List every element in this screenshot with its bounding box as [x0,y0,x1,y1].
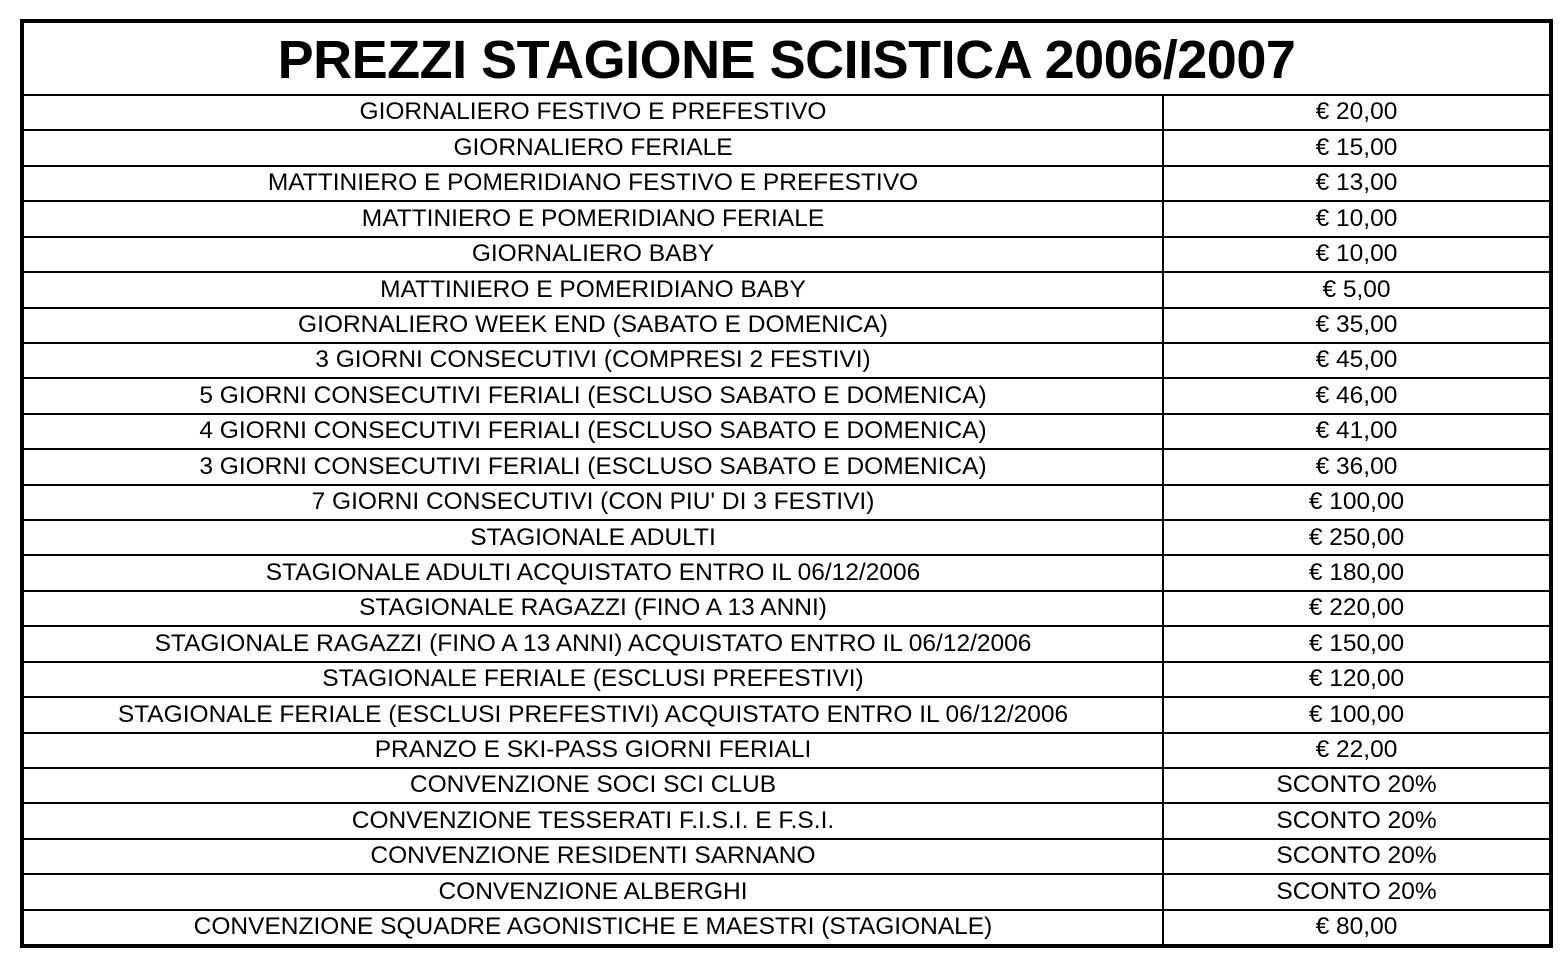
price-cell: € 41,00 [1315,417,1398,445]
table-row [24,663,1549,698]
description-cell: CONVENZIONE RESIDENTI SARNANO [24,840,1164,873]
price-cell: € 80,00 [1315,913,1398,941]
table-row [24,273,1549,308]
table-body [24,96,1549,944]
table-row [24,698,1549,733]
price-cell: € 10,00 [1315,240,1398,268]
description-cell: GIORNALIERO BABY [24,238,1164,271]
description-cell: STAGIONALE FERIALE (ESCLUSI PREFESTIVI) ACQUISTATO ENTRO IL 06/12/2006 [24,698,1164,731]
price-cell: € 45,00 [1315,346,1398,374]
table-row [24,486,1549,521]
table-row [24,769,1549,804]
description-cell: MATTINIERO E POMERIDIANO BABY [24,273,1164,306]
table-row [24,379,1549,414]
description-cell: CONVENZIONE SOCI SCI CLUB [24,769,1164,802]
price-cell: € 180,00 [1308,558,1405,586]
table-row [24,875,1549,910]
price-cell: SCONTO 20% [1276,771,1437,799]
price-cell: € 13,00 [1315,169,1398,197]
price-cell: € 20,00 [1315,98,1398,126]
table-row [24,309,1549,344]
price-cell: € 220,00 [1308,594,1405,622]
description-cell: CONVENZIONE ALBERGHI [24,875,1164,908]
table-row [24,238,1549,273]
description-cell: GIORNALIERO WEEK END (SABATO E DOMENICA) [24,309,1164,342]
price-cell: SCONTO 20% [1276,806,1437,834]
price-cell: € 5,00 [1322,275,1391,303]
table-row [24,96,1549,131]
table-row [24,592,1549,627]
table-row [24,415,1549,450]
description-cell: 3 GIORNI CONSECUTIVI FERIALI (ESCLUSO SABATO E DOMENICA) [24,450,1164,483]
price-cell: € 250,00 [1308,523,1405,551]
page-title: PREZZI STAGIONE SCIISTICA 2006/2007 [277,29,1296,90]
price-cell: € 150,00 [1308,629,1405,657]
table-row [24,840,1549,875]
description-cell: STAGIONALE ADULTI ACQUISTATO ENTRO IL 06/12/2006 [24,556,1164,589]
description-cell: MATTINIERO E POMERIDIANO FERIALE [24,202,1164,235]
table-row [24,344,1549,379]
table-row [24,450,1549,485]
price-cell: € 100,00 [1308,488,1405,516]
table-row [24,804,1549,839]
price-cell: € 10,00 [1315,204,1398,232]
description-cell: 5 GIORNI CONSECUTIVI FERIALI (ESCLUSO SABATO E DOMENICA) [24,379,1164,412]
description-cell: CONVENZIONE TESSERATI F.I.S.I. E F.S.I. [24,804,1164,837]
description-cell: STAGIONALE RAGAZZI (FINO A 13 ANNI) [24,592,1164,625]
table-row [24,131,1549,166]
description-cell: MATTINIERO E POMERIDIANO FESTIVO E PREFESTIVO [24,167,1164,200]
description-cell: STAGIONALE ADULTI [24,521,1164,554]
description-cell: 3 GIORNI CONSECUTIVI (COMPRESI 2 FESTIVI) [24,344,1164,377]
description-cell: 4 GIORNI CONSECUTIVI FERIALI (ESCLUSO SABATO E DOMENICA) [24,415,1164,448]
table-row [24,556,1549,591]
table-row [24,167,1549,202]
price-cell: € 46,00 [1315,381,1398,409]
price-cell: € 120,00 [1308,665,1405,693]
price-cell: € 15,00 [1315,133,1398,161]
description-cell: STAGIONALE RAGAZZI (FINO A 13 ANNI) ACQUISTATO ENTRO IL 06/12/2006 [24,627,1164,660]
description-cell: GIORNALIERO FESTIVO E PREFESTIVO [24,96,1164,129]
price-cell: € 22,00 [1315,736,1398,764]
price-cell: € 36,00 [1315,452,1398,480]
price-table [20,19,1553,948]
description-cell: 7 GIORNI CONSECUTIVI (CON PIU' DI 3 FESTIVI) [24,486,1164,519]
table-row [24,734,1549,769]
description-cell: PRANZO E SKI-PASS GIORNI FERIALI [24,734,1164,767]
table-row [24,911,1549,944]
table-row [24,521,1549,556]
title-row [24,23,1549,96]
price-cell: SCONTO 20% [1276,842,1437,870]
price-cell: SCONTO 20% [1276,877,1437,905]
description-cell: STAGIONALE FERIALE (ESCLUSI PREFESTIVI) [24,663,1164,696]
description-cell: CONVENZIONE SQUADRE AGONISTICHE E MAESTRI (STAGIONALE) [24,911,1164,944]
description-cell: GIORNALIERO FERIALE [24,131,1164,164]
price-cell: € 100,00 [1308,700,1405,728]
table-row [24,202,1549,237]
price-cell: € 35,00 [1315,310,1398,338]
table-row [24,627,1549,662]
